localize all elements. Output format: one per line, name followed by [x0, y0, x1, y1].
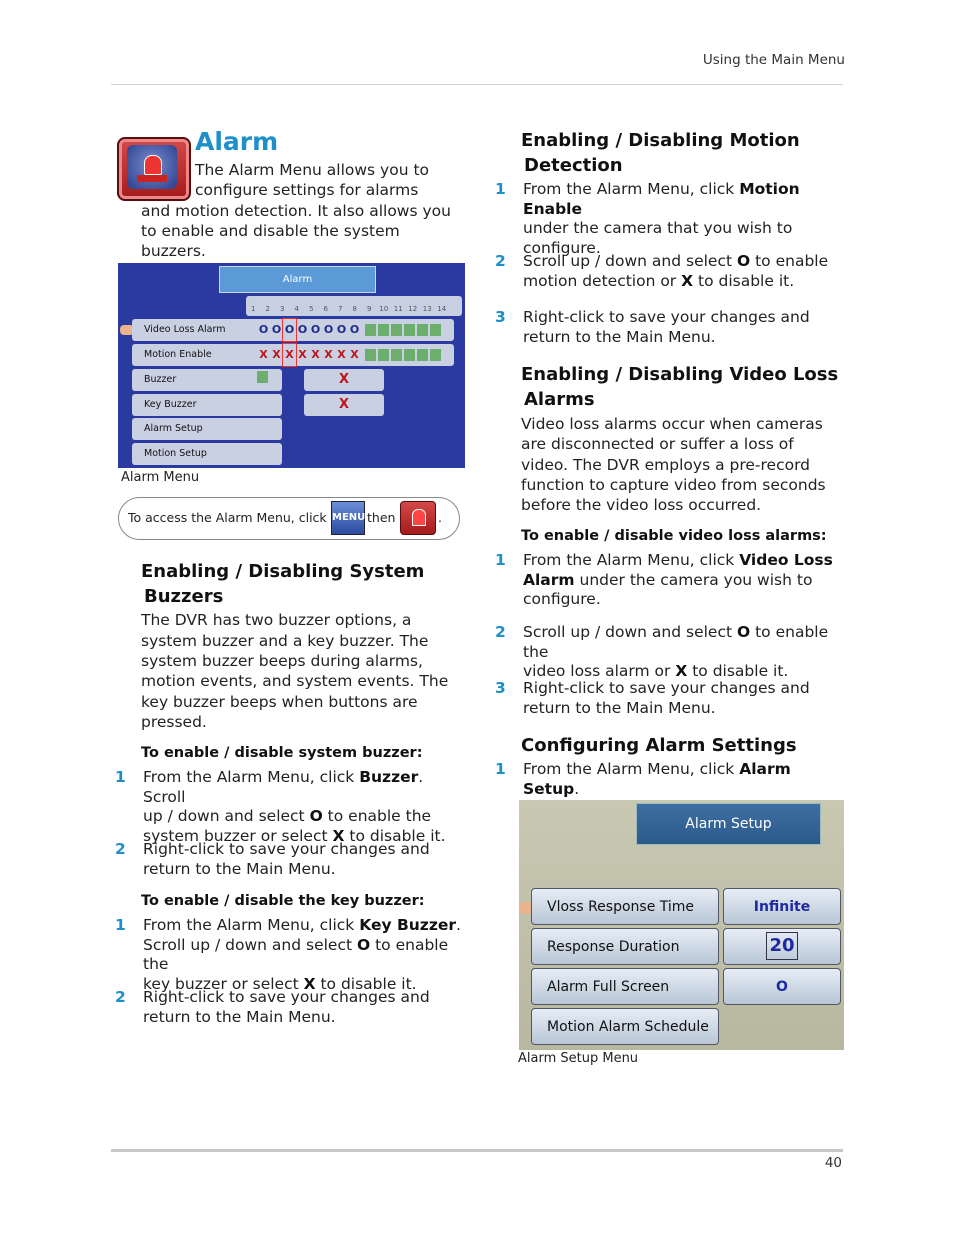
buzzers-body-4: motion events, and system events. The [141, 672, 449, 690]
system-buzzer-subheading: To enable / disable system buzzer: [141, 745, 423, 761]
channel-tick: 11 [393, 305, 403, 313]
value-x: X [337, 348, 346, 361]
tip-text-middle: then [367, 510, 396, 525]
buzzers-heading-line-2: Buzzers [144, 586, 224, 607]
buzzers-body-1: The DVR has two buzzer options, a [141, 611, 412, 629]
menu-row-alarm-setup[interactable]: Alarm Setup [132, 418, 282, 440]
buzzers-body-3: system buzzer beeps during alarms, [141, 652, 423, 670]
page-title: Alarm [195, 127, 279, 156]
videoloss-body-4: function to capture video from seconds [521, 476, 826, 494]
value-o: O [258, 323, 269, 336]
alarm-menu-screenshot [118, 263, 465, 468]
menu-row-buzzer[interactable]: Buzzer [132, 369, 282, 391]
alarm-button-icon [400, 501, 436, 535]
channel-tick: 5 [309, 305, 314, 313]
menu-row-key-buzzer[interactable]: Key Buzzer [132, 394, 282, 416]
step-number: 2 [115, 840, 126, 858]
page-number: 40 [824, 1155, 842, 1171]
intro-line-1: The Alarm Menu allows you to [195, 161, 430, 179]
key-buzzer-step-1: From the Alarm Menu, click Key Buzzer. Scroll up / down and select O to enable the key buzzer or select X to disable it. [143, 916, 461, 993]
setup-row-vloss-response-time[interactable]: Vloss Response Time [531, 888, 719, 925]
value-x-selected: X [283, 344, 296, 366]
channel-tick: 8 [352, 305, 357, 313]
channel-tick: 2 [265, 305, 270, 313]
running-header: Using the Main Menu [702, 52, 845, 68]
videoloss-body-5: before the video loss occurred. [521, 496, 762, 514]
value-o: O [323, 323, 334, 336]
value-o: O [349, 323, 360, 336]
videoloss-step-3: Right-click to save your changes and return to the Main Menu. [523, 679, 810, 717]
alarm-menu-title: Alarm [219, 266, 376, 293]
footer-rule [111, 1149, 843, 1152]
value-o: O [336, 323, 347, 336]
motion-values[interactable] [254, 344, 454, 366]
channel-tick: 4 [294, 305, 299, 313]
motion-step-1: From the Alarm Menu, click Motion Enable under the camera that you wish to configure. [523, 180, 800, 257]
setup-row-response-duration[interactable]: Response Duration [531, 928, 719, 965]
tip-box [118, 497, 460, 540]
alarm-full-screen-value[interactable]: O [723, 968, 841, 1005]
key-buzzer-step-2: Right-click to save your changes and return to the Main Menu. [143, 988, 430, 1026]
step-number: 3 [495, 308, 506, 326]
alarm-setup-title: Alarm Setup [636, 803, 821, 845]
videoloss-body-3: video. The DVR employs a pre-record [521, 456, 811, 474]
step-number: 1 [495, 180, 506, 198]
channel-ticks [246, 296, 462, 316]
system-buzzer-step-1: From the Alarm Menu, click Buzzer. Scroll up / down and select O to enable the system buzzer or select X to disable it. [143, 768, 446, 845]
setup-row-alarm-full-screen[interactable]: Alarm Full Screen [531, 968, 719, 1005]
channel-tick: 6 [323, 305, 328, 313]
value-x: X [350, 348, 359, 361]
buzzer-value[interactable]: X [304, 369, 384, 391]
menu-row-motion-setup[interactable]: Motion Setup [132, 443, 282, 465]
value-o-selected: O [283, 319, 296, 341]
tip-text-suffix: . [438, 510, 442, 525]
alarm-menu-caption: Alarm Menu [121, 470, 200, 485]
channel-tick: 13 [422, 305, 432, 313]
buzzers-body-5: key buzzer beeps when buttons are [141, 693, 418, 711]
value-x: X [311, 348, 320, 361]
value-x: X [298, 348, 307, 361]
value-x: X [272, 348, 281, 361]
response-duration-value[interactable] [723, 928, 841, 965]
step-number: 2 [115, 988, 126, 1006]
intro-line-3: and motion detection. It also allows you [141, 202, 451, 220]
videoloss-body-1: Video loss alarms occur when cameras [521, 415, 823, 433]
menu-row-video-loss[interactable]: Video Loss Alarm [132, 319, 282, 341]
value-x: X [259, 348, 268, 361]
motion-step-3: Right-click to save your changes and return to the Main Menu. [523, 308, 810, 346]
channel-tick: 14 [437, 305, 447, 313]
channel-tick: 12 [408, 305, 418, 313]
motion-heading-line-2: Detection [524, 155, 623, 176]
step-number: 2 [495, 252, 506, 270]
alarm-setup-screenshot [519, 800, 844, 1050]
menu-row-motion-enable[interactable]: Motion Enable [132, 344, 282, 366]
step-number: 1 [495, 760, 506, 778]
config-step-1: From the Alarm Menu, click Alarm Setup. [523, 760, 791, 798]
videoloss-heading-line-2: Alarms [524, 389, 595, 410]
videoloss-step-1: From the Alarm Menu, click Video Loss Alarm under the camera you wish to configure. [523, 551, 833, 608]
videoloss-heading-line-1: Enabling / Disabling Video Loss [521, 364, 839, 385]
intro-line-5: buzzers. [141, 242, 206, 260]
step-number: 2 [495, 623, 506, 641]
intro-line-4: to enable and disable the system [141, 222, 400, 240]
intro-line-2: configure settings for alarms [195, 181, 419, 199]
channel-tick: 9 [367, 305, 372, 313]
config-heading: Configuring Alarm Settings [521, 735, 797, 756]
setup-row-motion-alarm-schedule[interactable]: Motion Alarm Schedule [531, 1008, 719, 1045]
video-loss-values[interactable] [254, 319, 454, 341]
step-number: 1 [115, 916, 126, 934]
channel-tick: 7 [338, 305, 343, 313]
motion-heading-line-1: Enabling / Disabling Motion [521, 130, 800, 151]
alarm-bell-icon [117, 137, 191, 201]
step-number: 1 [495, 551, 506, 569]
value-o: O [297, 323, 308, 336]
buzzers-body-6: pressed. [141, 713, 207, 731]
value-o: O [271, 323, 282, 336]
value-x: X [324, 348, 333, 361]
response-duration-number: 20 [766, 932, 797, 960]
buzzers-heading-line-1: Enabling / Disabling System [141, 561, 425, 582]
channel-tick: 3 [280, 305, 285, 313]
step-number: 3 [495, 679, 506, 697]
step-number: 1 [115, 768, 126, 786]
videoloss-body-2: are disconnected or suffer a loss of [521, 435, 794, 453]
channel-tick: 10 [379, 305, 389, 313]
key-buzzer-value[interactable]: X [304, 394, 384, 416]
menu-button-icon: MENU [331, 501, 365, 535]
buzzers-body-2: system buzzer and a key buzzer. The [141, 632, 429, 650]
motion-step-2: Scroll up / down and select O to enable motion detection or X to disable it. [523, 252, 829, 290]
system-buzzer-step-2: Right-click to save your changes and return to the Main Menu. [143, 840, 430, 878]
tip-text-prefix: To access the Alarm Menu, click [128, 510, 327, 525]
value-o: O [310, 323, 321, 336]
videoloss-subheading: To enable / disable video loss alarms: [521, 528, 827, 544]
header-rule [111, 84, 843, 85]
vloss-response-value[interactable]: Infinite [723, 888, 841, 925]
channel-tick: 1 [251, 305, 256, 313]
key-buzzer-subheading: To enable / disable the key buzzer: [141, 893, 425, 909]
videoloss-step-2: Scroll up / down and select O to enable the video loss alarm or X to disable it. [523, 623, 829, 680]
alarm-setup-caption: Alarm Setup Menu [518, 1051, 639, 1066]
